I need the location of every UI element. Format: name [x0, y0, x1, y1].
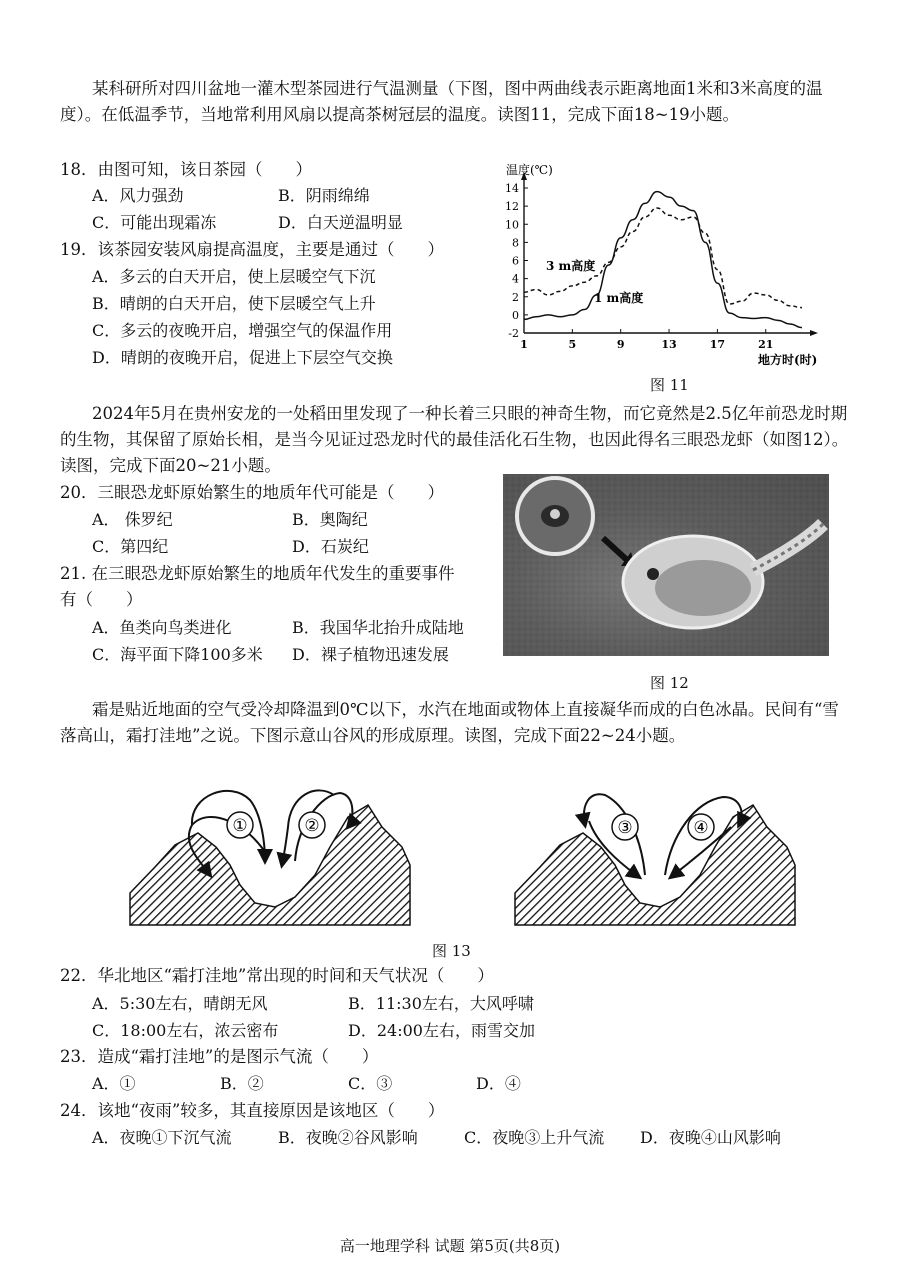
daytime-valley-left: [130, 790, 410, 925]
chart-y-tick-label: 4: [512, 272, 519, 286]
page-footer: 高一地理学科 试题 第5页(共8页): [339, 1237, 561, 1255]
q20-option-b[interactable]: B．奥陶纪: [292, 510, 368, 529]
chart-y-tick-label: 2: [512, 290, 519, 304]
q18-option-d[interactable]: D．白天逆温明显: [278, 213, 403, 232]
question-21-stem-2: 有（ ）: [60, 590, 143, 609]
chart-x-tick-label: 5: [568, 338, 577, 351]
chart-x-tick-label: 1: [520, 338, 528, 351]
q21-option-c[interactable]: C．海平面下降100多米: [92, 645, 263, 664]
chart-x-tick-label: 17: [709, 338, 726, 351]
q22-option-a[interactable]: A．5:30左右，晴朗无风: [92, 994, 268, 1013]
q24-option-a[interactable]: A．夜晚①下沉气流: [92, 1128, 232, 1147]
label-4: ④: [693, 818, 709, 838]
q23-option-c[interactable]: C．③: [348, 1074, 393, 1093]
chart-x-arrow: [810, 330, 818, 336]
q20-option-a[interactable]: A． 侏罗纪: [92, 510, 173, 529]
chart-x-axis-label: 地方时(时): [758, 353, 818, 367]
question-24-stem: 24．该地“夜雨”较多，其直接原因是该地区（ ）: [60, 1101, 445, 1120]
label-3: ③: [617, 818, 633, 838]
q22-option-b[interactable]: B．11:30左右，大风呼啸: [348, 994, 534, 1013]
label-1: ①: [232, 816, 248, 836]
question-22-stem: 22．华北地区“霜打洼地”常出现的时间和天气状况（ ）: [60, 966, 494, 985]
chart-x-tick-label: 13: [661, 338, 677, 351]
question-19-stem: 19．该茶园安装风扇提高温度，主要是通过（ ）: [60, 240, 444, 259]
question-23-stem: 23．造成“霜打洼地”的是图示气流（ ）: [60, 1047, 379, 1066]
series-label-3m: 3 m高度: [546, 259, 596, 273]
chart-y-tick-label: 14: [505, 182, 519, 195]
q23-option-a[interactable]: A．①: [92, 1074, 136, 1093]
q24-option-c[interactable]: C．夜晚③上升气流: [464, 1128, 605, 1147]
chart-y-tick-label: -2: [508, 327, 519, 340]
series-label-1m: 1 m高度: [594, 291, 644, 305]
q19-option-a[interactable]: A．多云的白天开启，使上层暖空气下沉: [92, 267, 376, 286]
q23-option-d[interactable]: D．④: [476, 1074, 521, 1093]
chart-y-tick-label: 12: [505, 200, 519, 214]
chart-y-axis-label: 温度(℃): [506, 163, 553, 177]
chart-x-tick-label: 9: [616, 338, 625, 351]
q20-option-c[interactable]: C．第四纪: [92, 537, 169, 556]
series-line-3m: [524, 208, 802, 308]
question-18-stem: 18．由图可知，该日茶园（ ）: [60, 160, 312, 179]
q20-option-d[interactable]: D．石炭纪: [292, 537, 369, 556]
nighttime-valley-right: [515, 794, 795, 925]
q24-option-b[interactable]: B．夜晚②谷风影响: [278, 1128, 418, 1147]
intro-paragraph-1: 某科研所对四川盆地一灌木型茶园进行气温测量（下图，图中两曲线表示距离地面1米和3米高度的温度）。在低温季节，当地常利用风扇以提高茶树冠层的温度。读图11，完成下面18~19小题。: [60, 79, 823, 124]
q18-option-a[interactable]: A．风力强劲: [92, 186, 184, 205]
chart-y-tick-label: 8: [512, 236, 519, 250]
q21-option-b[interactable]: B．我国华北抬升成陆地: [292, 618, 464, 637]
tadpole-shrimp-photo: [503, 474, 829, 656]
question-20-stem: 20．三眼恐龙虾原始繁生的地质年代可能是（ ）: [60, 483, 444, 502]
q22-option-d[interactable]: D．24:00左右，雨雪交加: [348, 1021, 535, 1040]
q23-option-b[interactable]: B．②: [220, 1074, 264, 1093]
intro-paragraph-2: 2024年5月在贵州安龙的一处稻田里发现了一种长着三只眼的神奇生物，而它竟然是2.5亿年前恐龙时期的生物，其保留了原始长相，是当今见证过恐龙时代的最佳活化石生物，也因此得名三眼恐龙虾（如图12）。读图，完成下面20~21小题。: [60, 404, 849, 475]
question-21-stem: 21. 在三眼恐龙虾原始繁生的地质年代发生的重要事件: [60, 564, 455, 583]
figure-13-caption: 图 13: [432, 942, 471, 960]
q21-option-a[interactable]: A．鱼类向鸟类进化: [92, 618, 232, 637]
label-2: ②: [304, 816, 320, 836]
chart-x-tick-label: 21: [758, 338, 774, 351]
chart-y-tick-label: 6: [512, 254, 519, 268]
chart-y-tick-label: 10: [505, 218, 519, 232]
q18-option-c[interactable]: C．可能出现霜冻: [92, 213, 217, 232]
q22-option-c[interactable]: C．18:00左右，浓云密布: [92, 1021, 279, 1040]
q18-option-b[interactable]: B．阴雨绵绵: [278, 186, 370, 205]
q21-option-d[interactable]: D．裸子植物迅速发展: [292, 645, 449, 664]
q24-option-d[interactable]: D．夜晚④山风影响: [640, 1128, 781, 1147]
chart-y-tick-label: 0: [512, 308, 519, 322]
figure-12-caption: 图 12: [650, 674, 689, 692]
temperature-line-chart: [490, 158, 830, 373]
q19-option-c[interactable]: C．多云的夜晚开启，增强空气的保温作用: [92, 321, 393, 340]
intro-paragraph-3: 霜是贴近地面的空气受冷却降温到0℃以下，水汽在地面或物体上直接凝华而成的白色冰晶。民间有“雪落高山，霜打洼地”之说。下图示意山谷风的形成原理。读图，完成下面22~24小题。: [60, 700, 839, 745]
figure-11-caption: 图 11: [650, 376, 689, 394]
mountain-valley-wind-diagram: [120, 765, 800, 930]
q19-option-b[interactable]: B．晴朗的白天开启，使下层暖空气上升: [92, 294, 376, 313]
q19-option-d[interactable]: D．晴朗的夜晚开启，促进上下层空气交换: [92, 348, 393, 367]
